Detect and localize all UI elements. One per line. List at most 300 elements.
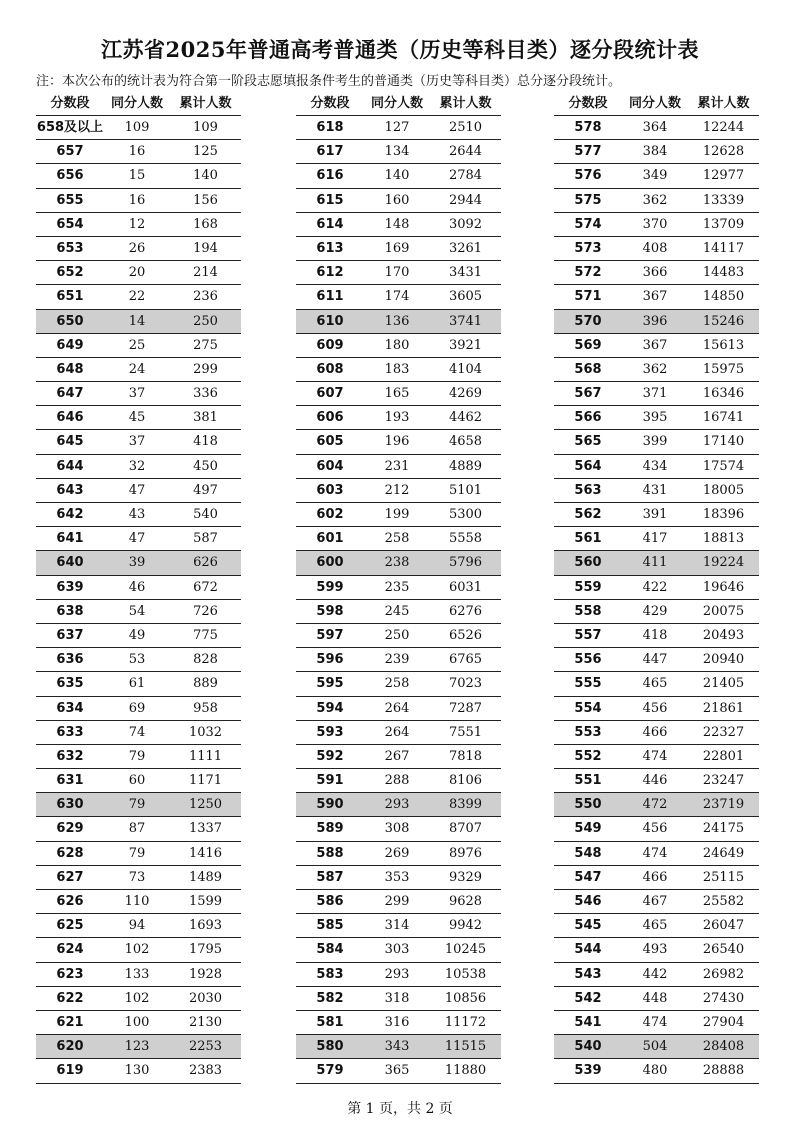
score-range-cell: 612 <box>316 265 344 281</box>
cumulative-count-cell: 450 <box>193 458 218 474</box>
table-row <box>554 1059 759 1083</box>
table-row <box>36 261 241 285</box>
same-count-cell: 245 <box>384 603 410 619</box>
cumulative-count-cell: 140 <box>193 168 218 184</box>
score-range-cell: 575 <box>574 192 602 208</box>
score-range-cell: 598 <box>316 603 344 619</box>
same-count-cell: 504 <box>642 1039 668 1055</box>
same-count-cell: 391 <box>642 507 668 522</box>
table-row <box>36 479 241 503</box>
score-range-cell: 579 <box>316 1063 344 1079</box>
score-range-cell: 548 <box>574 845 602 861</box>
score-range-cell: 635 <box>56 676 84 692</box>
score-range-cell: 633 <box>56 724 84 740</box>
cumulative-count-cell: 299 <box>193 361 218 377</box>
same-count-cell: 267 <box>384 748 410 764</box>
cumulative-count-cell: 24649 <box>702 845 745 861</box>
same-count-cell: 480 <box>642 1063 668 1079</box>
table-row <box>36 140 241 164</box>
score-range-cell: 560 <box>574 555 602 571</box>
same-count-cell: 456 <box>642 821 668 837</box>
header-same-count: 同分人数 <box>628 96 681 111</box>
same-count-cell: 16 <box>128 144 146 160</box>
same-count-cell: 314 <box>384 918 410 934</box>
cumulative-count-cell: 1928 <box>188 966 223 982</box>
same-count-cell: 446 <box>642 773 668 789</box>
cumulative-count-cell: 3605 <box>448 289 483 305</box>
same-count-cell: 467 <box>642 894 668 909</box>
table-row <box>36 237 241 261</box>
table-row <box>296 116 501 140</box>
table-header-row <box>554 92 759 116</box>
score-range-cell: 622 <box>56 990 84 1006</box>
score-range-cell: 542 <box>574 990 602 1006</box>
score-range-cell: 653 <box>56 240 84 256</box>
cumulative-count-cell: 9628 <box>448 894 483 909</box>
same-count-cell: 49 <box>128 627 146 643</box>
cumulative-count-cell: 5558 <box>448 531 483 547</box>
cumulative-count-cell: 8399 <box>448 797 483 813</box>
table-row <box>296 793 501 817</box>
cumulative-count-cell: 2944 <box>448 192 483 208</box>
table-row <box>296 455 501 479</box>
cumulative-count-cell: 2130 <box>188 1014 223 1030</box>
same-count-cell: 87 <box>128 821 146 837</box>
same-count-cell: 133 <box>124 966 150 982</box>
cumulative-count-cell: 497 <box>193 482 218 498</box>
same-count-cell: 465 <box>642 918 668 934</box>
table-row <box>296 624 501 648</box>
same-count-cell: 474 <box>642 1014 668 1030</box>
cumulative-count-cell: 15975 <box>702 361 745 377</box>
table-row <box>296 189 501 213</box>
header-score-range: 分数段 <box>310 96 350 111</box>
table-row <box>554 479 759 503</box>
table-row <box>554 406 759 430</box>
score-range-cell: 546 <box>574 894 602 909</box>
table-row <box>554 769 759 793</box>
cumulative-count-cell: 17140 <box>702 434 745 450</box>
score-range-cell: 577 <box>574 144 602 160</box>
score-range-cell: 649 <box>56 337 84 353</box>
same-count-cell: 47 <box>128 482 146 498</box>
cumulative-count-cell: 1489 <box>188 869 223 885</box>
table-row <box>554 721 759 745</box>
score-range-cell: 604 <box>316 458 344 474</box>
header-cumulative-count: 累计人数 <box>697 96 750 111</box>
same-count-cell: 193 <box>384 410 410 426</box>
same-count-cell: 239 <box>384 652 410 668</box>
cumulative-count-cell: 2644 <box>448 144 483 160</box>
table-row <box>36 817 241 841</box>
table-row <box>36 600 241 624</box>
table-row <box>554 963 759 987</box>
score-range-cell: 541 <box>574 1014 602 1030</box>
table-row <box>296 406 501 430</box>
table-row <box>296 817 501 841</box>
same-count-cell: 24 <box>128 361 146 377</box>
same-count-cell: 174 <box>384 289 410 305</box>
cumulative-count-cell: 5300 <box>448 507 483 522</box>
score-range-cell: 574 <box>574 216 602 232</box>
score-range-cell: 590 <box>316 797 344 813</box>
cumulative-count-cell: 13339 <box>702 192 745 208</box>
cumulative-count-cell: 775 <box>193 627 218 643</box>
same-count-cell: 399 <box>642 434 668 450</box>
score-range-cell: 567 <box>574 386 602 402</box>
score-range-cell: 641 <box>56 531 84 547</box>
table-row <box>36 914 241 938</box>
cumulative-count-cell: 2253 <box>188 1039 223 1055</box>
score-range-cell: 656 <box>56 168 84 184</box>
score-range-cell: 583 <box>316 966 344 982</box>
score-table-column-1 <box>36 92 241 1084</box>
score-range-cell: 582 <box>316 990 344 1006</box>
score-range-cell: 586 <box>316 894 344 909</box>
score-range-cell: 617 <box>316 144 344 160</box>
same-count-cell: 366 <box>642 265 668 281</box>
table-row <box>554 116 759 140</box>
header-score-range: 分数段 <box>50 96 90 111</box>
same-count-cell: 130 <box>124 1063 150 1079</box>
cumulative-count-cell: 27904 <box>702 1014 745 1030</box>
same-count-cell: 26 <box>128 240 146 256</box>
table-row <box>554 745 759 769</box>
same-count-cell: 367 <box>642 337 668 353</box>
score-range-cell: 644 <box>56 458 84 474</box>
header-same-count: 同分人数 <box>370 96 423 111</box>
table-row <box>554 914 759 938</box>
table-row <box>296 890 501 914</box>
same-count-cell: 123 <box>124 1039 150 1055</box>
cumulative-count-cell: 19224 <box>702 555 745 571</box>
score-range-cell: 573 <box>574 240 602 256</box>
table-row <box>554 866 759 890</box>
same-count-cell: 456 <box>642 700 668 716</box>
same-count-cell: 316 <box>384 1014 410 1030</box>
table-row <box>36 745 241 769</box>
cumulative-count-cell: 214 <box>193 265 218 281</box>
same-count-cell: 384 <box>642 144 668 160</box>
score-range-cell: 584 <box>316 942 344 958</box>
cumulative-count-cell: 275 <box>193 337 218 353</box>
cumulative-count-cell: 8976 <box>448 845 483 861</box>
cumulative-count-cell: 4104 <box>448 361 483 377</box>
cumulative-count-cell: 23719 <box>702 797 745 813</box>
table-row <box>36 987 241 1011</box>
score-range-cell: 625 <box>56 918 84 934</box>
cumulative-count-cell: 958 <box>193 700 218 716</box>
table-row <box>554 842 759 866</box>
same-count-cell: 183 <box>384 361 410 377</box>
cumulative-count-cell: 4462 <box>448 410 483 426</box>
table-row <box>296 213 501 237</box>
cumulative-count-cell: 125 <box>193 144 218 160</box>
table-row <box>36 793 241 817</box>
cumulative-count-cell: 18813 <box>702 531 745 547</box>
score-range-cell: 628 <box>56 845 84 861</box>
table-row <box>296 503 501 527</box>
cumulative-count-cell: 1795 <box>188 942 223 958</box>
score-range-cell: 553 <box>574 724 602 740</box>
table-row <box>296 963 501 987</box>
cumulative-count-cell: 3431 <box>448 265 483 281</box>
table-row <box>36 1035 241 1059</box>
table-row <box>36 624 241 648</box>
same-count-cell: 288 <box>384 773 410 789</box>
cumulative-count-cell: 20075 <box>702 603 745 619</box>
same-count-cell: 160 <box>384 192 410 208</box>
score-range-cell: 568 <box>574 361 602 377</box>
table-row <box>296 527 501 551</box>
same-count-cell: 264 <box>384 700 410 716</box>
cumulative-count-cell: 4658 <box>448 434 483 450</box>
same-count-cell: 37 <box>128 386 146 402</box>
same-count-cell: 170 <box>384 265 410 281</box>
score-range-cell: 623 <box>56 966 84 982</box>
score-range-cell: 651 <box>56 289 84 305</box>
same-count-cell: 474 <box>642 748 668 764</box>
table-row <box>36 164 241 188</box>
score-range-cell: 626 <box>56 894 84 909</box>
table-row <box>554 527 759 551</box>
cumulative-count-cell: 9329 <box>448 869 483 885</box>
same-count-cell: 196 <box>384 434 410 450</box>
score-range-cell: 581 <box>316 1014 344 1030</box>
cumulative-count-cell: 26540 <box>702 942 745 958</box>
same-count-cell: 25 <box>128 337 146 353</box>
same-count-cell: 180 <box>384 337 410 353</box>
cumulative-count-cell: 1250 <box>188 797 223 813</box>
same-count-cell: 61 <box>128 676 146 692</box>
cumulative-count-cell: 17574 <box>702 458 745 474</box>
cumulative-count-cell: 3741 <box>448 313 483 329</box>
score-range-cell: 606 <box>316 410 344 426</box>
cumulative-count-cell: 168 <box>193 216 218 232</box>
cumulative-count-cell: 587 <box>193 531 218 547</box>
same-count-cell: 60 <box>128 773 146 789</box>
cumulative-count-cell: 889 <box>193 676 218 692</box>
table-row <box>36 430 241 454</box>
table-row <box>36 116 241 140</box>
score-range-cell: 559 <box>574 579 602 595</box>
cumulative-count-cell: 10856 <box>444 990 487 1006</box>
same-count-cell: 79 <box>128 748 146 764</box>
cumulative-count-cell: 14483 <box>702 265 745 281</box>
table-row <box>554 817 759 841</box>
same-count-cell: 74 <box>128 724 146 740</box>
same-count-cell: 73 <box>128 869 146 885</box>
same-count-cell: 32 <box>128 458 146 474</box>
table-row <box>296 721 501 745</box>
cumulative-count-cell: 26047 <box>702 918 745 934</box>
cumulative-count-cell: 1111 <box>188 748 223 764</box>
score-range-cell: 639 <box>56 579 84 595</box>
table-row <box>554 310 759 334</box>
cumulative-count-cell: 250 <box>193 313 218 329</box>
table-row <box>36 382 241 406</box>
table-header-row <box>296 92 501 116</box>
score-range-cell: 648 <box>56 361 84 377</box>
cumulative-count-cell: 726 <box>193 603 218 619</box>
same-count-cell: 429 <box>642 603 668 619</box>
same-count-cell: 411 <box>642 555 668 571</box>
cumulative-count-cell: 13709 <box>702 216 745 232</box>
score-range-cell: 600 <box>316 555 344 571</box>
score-range-cell: 607 <box>316 386 344 402</box>
score-range-cell: 610 <box>316 313 344 329</box>
same-count-cell: 53 <box>128 652 146 668</box>
score-range-cell: 609 <box>316 337 344 353</box>
table-row <box>36 334 241 358</box>
cumulative-count-cell: 26982 <box>702 966 745 982</box>
score-range-cell: 637 <box>56 627 84 643</box>
cumulative-count-cell: 540 <box>193 507 218 522</box>
table-row <box>36 213 241 237</box>
cumulative-count-cell: 5101 <box>448 482 483 498</box>
table-row <box>296 334 501 358</box>
score-range-cell: 565 <box>574 434 602 450</box>
same-count-cell: 493 <box>642 942 668 958</box>
cumulative-count-cell: 21405 <box>702 676 745 692</box>
score-range-cell: 569 <box>574 337 602 353</box>
cumulative-count-cell: 20493 <box>702 627 745 643</box>
score-range-cell: 645 <box>56 434 84 450</box>
score-range-cell: 638 <box>56 603 84 619</box>
table-row <box>36 189 241 213</box>
cumulative-count-cell: 10245 <box>444 942 487 958</box>
table-row <box>554 600 759 624</box>
score-range-cell: 601 <box>316 531 344 547</box>
score-range-cell: 616 <box>316 168 344 184</box>
table-row <box>554 551 759 575</box>
score-range-cell: 572 <box>574 265 602 281</box>
same-count-cell: 22 <box>128 289 146 305</box>
same-count-cell: 474 <box>642 845 668 861</box>
same-count-cell: 45 <box>128 410 146 426</box>
score-range-cell: 578 <box>574 120 602 135</box>
score-range-cell: 652 <box>56 265 84 281</box>
same-count-cell: 442 <box>642 966 668 982</box>
same-count-cell: 212 <box>384 482 410 498</box>
same-count-cell: 448 <box>642 990 668 1006</box>
cumulative-count-cell: 11172 <box>444 1014 487 1030</box>
table-row <box>296 1059 501 1083</box>
score-range-cell: 621 <box>56 1014 84 1030</box>
score-range-cell: 630 <box>56 797 84 813</box>
table-row <box>36 1011 241 1035</box>
same-count-cell: 269 <box>384 845 410 861</box>
same-count-cell: 431 <box>642 482 668 498</box>
same-count-cell: 39 <box>128 555 146 571</box>
table-row <box>554 358 759 382</box>
table-row <box>554 164 759 188</box>
score-range-cell: 603 <box>316 482 344 498</box>
same-count-cell: 20 <box>128 265 146 281</box>
cumulative-count-cell: 828 <box>193 652 218 668</box>
cumulative-count-cell: 1599 <box>188 894 223 909</box>
cumulative-count-cell: 24175 <box>702 821 745 837</box>
same-count-cell: 362 <box>642 192 668 208</box>
score-range-cell: 647 <box>56 386 84 402</box>
cumulative-count-cell: 1032 <box>188 724 223 740</box>
table-row <box>36 866 241 890</box>
cumulative-count-cell: 5796 <box>448 555 483 571</box>
cumulative-count-cell: 14117 <box>702 240 745 256</box>
table-row <box>296 745 501 769</box>
same-count-cell: 37 <box>128 434 146 450</box>
cumulative-count-cell: 3261 <box>448 240 483 256</box>
cumulative-count-cell: 15613 <box>702 337 745 353</box>
score-range-cell: 547 <box>574 869 602 885</box>
table-row <box>296 600 501 624</box>
same-count-cell: 79 <box>128 845 146 861</box>
table-row <box>554 503 759 527</box>
table-row <box>36 576 241 600</box>
table-row <box>296 842 501 866</box>
table-row <box>554 576 759 600</box>
cumulative-count-cell: 156 <box>193 192 218 208</box>
same-count-cell: 395 <box>642 410 668 426</box>
table-row <box>296 285 501 309</box>
cumulative-count-cell: 28408 <box>702 1039 745 1055</box>
table-row <box>554 1011 759 1035</box>
table-row <box>554 648 759 672</box>
same-count-cell: 46 <box>128 579 146 595</box>
score-range-cell: 588 <box>316 845 344 861</box>
cumulative-count-cell: 8707 <box>448 821 483 837</box>
same-count-cell: 318 <box>384 990 410 1006</box>
same-count-cell: 293 <box>384 966 410 982</box>
table-row <box>554 455 759 479</box>
same-count-cell: 148 <box>384 216 410 232</box>
table-row <box>36 358 241 382</box>
cumulative-count-cell: 7551 <box>448 724 483 740</box>
same-count-cell: 102 <box>124 942 150 958</box>
header-score-range: 分数段 <box>568 96 608 111</box>
same-count-cell: 303 <box>384 942 410 958</box>
table-row <box>36 527 241 551</box>
same-count-cell: 54 <box>128 603 146 619</box>
cumulative-count-cell: 6276 <box>448 603 483 619</box>
same-count-cell: 12 <box>128 216 146 232</box>
header-same-count: 同分人数 <box>110 96 163 111</box>
cumulative-count-cell: 11880 <box>444 1063 487 1079</box>
table-row <box>296 164 501 188</box>
table-row <box>36 938 241 962</box>
score-range-cell: 658及以上 <box>36 120 104 135</box>
score-range-cell: 551 <box>574 773 602 789</box>
score-range-cell: 640 <box>56 555 84 571</box>
cumulative-count-cell: 7023 <box>448 676 483 692</box>
same-count-cell: 127 <box>384 120 410 135</box>
table-row <box>296 479 501 503</box>
cumulative-count-cell: 12977 <box>702 168 745 184</box>
table-row <box>36 697 241 721</box>
table-row <box>36 769 241 793</box>
table-row <box>296 310 501 334</box>
same-count-cell: 235 <box>384 579 410 595</box>
score-range-cell: 611 <box>316 289 344 305</box>
score-range-cell: 655 <box>56 192 84 208</box>
same-count-cell: 343 <box>384 1039 410 1055</box>
same-count-cell: 258 <box>384 531 410 547</box>
same-count-cell: 94 <box>128 918 146 934</box>
same-count-cell: 353 <box>384 869 410 885</box>
cumulative-count-cell: 1337 <box>188 821 223 837</box>
table-row <box>296 551 501 575</box>
score-range-cell: 555 <box>574 676 602 692</box>
